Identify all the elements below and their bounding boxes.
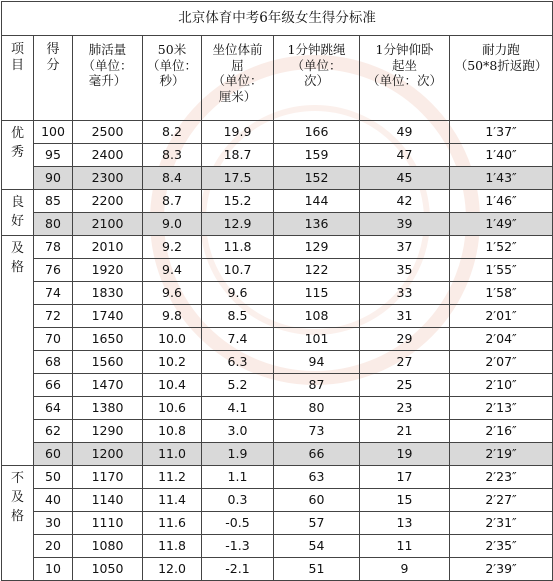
- table-row: [2, 121, 553, 144]
- cell-rope-skip: 51: [274, 558, 360, 581]
- cell-rope-skip: 115: [274, 282, 360, 305]
- cell-rope-skip: 166: [274, 121, 360, 144]
- cell-sit-reach: 15.2: [202, 190, 274, 213]
- cell-endurance-run: 1′55″: [450, 259, 553, 282]
- cell-sit-reach: -2.1: [202, 558, 274, 581]
- table-row: [2, 167, 553, 190]
- cell-50m: 11.8: [143, 535, 202, 558]
- cell-sit-reach: 18.7: [202, 144, 274, 167]
- cell-score: 60: [34, 443, 73, 466]
- table-row: [2, 397, 553, 420]
- cell-vital-capacity: 1200: [73, 443, 143, 466]
- cell-score: 66: [34, 374, 73, 397]
- cell-vital-capacity: 2200: [73, 190, 143, 213]
- cell-sit-reach: 0.3: [202, 489, 274, 512]
- cell-50m: 9.6: [143, 282, 202, 305]
- table-row: [2, 305, 553, 328]
- cell-vital-capacity: 1170: [73, 466, 143, 489]
- cell-endurance-run: 2′19″: [450, 443, 553, 466]
- cell-endurance-run: 2′27″: [450, 489, 553, 512]
- cell-score: 30: [34, 512, 73, 535]
- cell-situp: 15: [360, 489, 450, 512]
- cell-sit-reach: 5.2: [202, 374, 274, 397]
- cell-situp: 39: [360, 213, 450, 236]
- cell-score: 80: [34, 213, 73, 236]
- cell-50m: 8.2: [143, 121, 202, 144]
- cell-50m: 9.8: [143, 305, 202, 328]
- cell-vital-capacity: 1650: [73, 328, 143, 351]
- cell-situp: 11: [360, 535, 450, 558]
- cell-rope-skip: 60: [274, 489, 360, 512]
- cell-50m: 11.6: [143, 512, 202, 535]
- cell-situp: 13: [360, 512, 450, 535]
- table-row: [2, 259, 553, 282]
- cell-sit-reach: -1.3: [202, 535, 274, 558]
- cell-rope-skip: 108: [274, 305, 360, 328]
- cell-vital-capacity: 1080: [73, 535, 143, 558]
- cell-score: 10: [34, 558, 73, 581]
- table-row: [2, 351, 553, 374]
- level-label: 及 格: [2, 236, 34, 466]
- cell-sit-reach: 17.5: [202, 167, 274, 190]
- cell-sit-reach: 12.9: [202, 213, 274, 236]
- cell-rope-skip: 54: [274, 535, 360, 558]
- cell-rope-skip: 66: [274, 443, 360, 466]
- cell-vital-capacity: 1560: [73, 351, 143, 374]
- cell-50m: 12.0: [143, 558, 202, 581]
- cell-endurance-run: 2′07″: [450, 351, 553, 374]
- cell-endurance-run: 1′58″: [450, 282, 553, 305]
- cell-50m: 8.7: [143, 190, 202, 213]
- cell-vital-capacity: 2400: [73, 144, 143, 167]
- cell-vital-capacity: 1740: [73, 305, 143, 328]
- table-row: [2, 236, 553, 259]
- cell-situp: 37: [360, 236, 450, 259]
- cell-score: 40: [34, 489, 73, 512]
- cell-score: 70: [34, 328, 73, 351]
- header-situp: 1分钟仰卧 起坐 （单位：次）: [360, 36, 450, 121]
- cell-endurance-run: 1′40″: [450, 144, 553, 167]
- level-label: 不 及 格: [2, 466, 34, 581]
- cell-50m: 10.4: [143, 374, 202, 397]
- cell-rope-skip: 152: [274, 167, 360, 190]
- cell-endurance-run: 2′04″: [450, 328, 553, 351]
- cell-vital-capacity: 2010: [73, 236, 143, 259]
- cell-score: 64: [34, 397, 73, 420]
- cell-score: 72: [34, 305, 73, 328]
- cell-rope-skip: 159: [274, 144, 360, 167]
- cell-endurance-run: 2′01″: [450, 305, 553, 328]
- cell-situp: 21: [360, 420, 450, 443]
- cell-score: 85: [34, 190, 73, 213]
- cell-50m: 11.2: [143, 466, 202, 489]
- cell-rope-skip: 122: [274, 259, 360, 282]
- cell-endurance-run: 1′46″: [450, 190, 553, 213]
- cell-endurance-run: 2′39″: [450, 558, 553, 581]
- cell-situp: 49: [360, 121, 450, 144]
- table-row: [2, 282, 553, 305]
- cell-sit-reach: 4.1: [202, 397, 274, 420]
- cell-50m: 10.8: [143, 420, 202, 443]
- cell-situp: 35: [360, 259, 450, 282]
- cell-rope-skip: 57: [274, 512, 360, 535]
- table-row: [2, 144, 553, 167]
- cell-vital-capacity: 1110: [73, 512, 143, 535]
- cell-rope-skip: 80: [274, 397, 360, 420]
- cell-endurance-run: 1′43″: [450, 167, 553, 190]
- cell-endurance-run: 2′35″: [450, 535, 553, 558]
- cell-sit-reach: 19.9: [202, 121, 274, 144]
- cell-50m: 9.4: [143, 259, 202, 282]
- cell-endurance-run: 1′52″: [450, 236, 553, 259]
- cell-vital-capacity: 1830: [73, 282, 143, 305]
- cell-rope-skip: 101: [274, 328, 360, 351]
- cell-50m: 11.4: [143, 489, 202, 512]
- cell-sit-reach: 1.1: [202, 466, 274, 489]
- cell-50m: 8.3: [143, 144, 202, 167]
- cell-situp: 23: [360, 397, 450, 420]
- cell-score: 50: [34, 466, 73, 489]
- cell-score: 76: [34, 259, 73, 282]
- table-row: [2, 466, 553, 489]
- cell-50m: 8.4: [143, 167, 202, 190]
- cell-50m: 10.0: [143, 328, 202, 351]
- cell-situp: 27: [360, 351, 450, 374]
- table-row: [2, 443, 553, 466]
- cell-endurance-run: 1′49″: [450, 213, 553, 236]
- table-row: [2, 190, 553, 213]
- header-vital-capacity: 肺活量 （单位： 毫升）: [73, 36, 143, 121]
- cell-situp: 19: [360, 443, 450, 466]
- cell-score: 68: [34, 351, 73, 374]
- cell-endurance-run: 1′37″: [450, 121, 553, 144]
- cell-endurance-run: 2′23″: [450, 466, 553, 489]
- cell-rope-skip: 129: [274, 236, 360, 259]
- table-row: [2, 558, 553, 581]
- cell-sit-reach: 3.0: [202, 420, 274, 443]
- cell-situp: 17: [360, 466, 450, 489]
- cell-vital-capacity: 2100: [73, 213, 143, 236]
- cell-score: 20: [34, 535, 73, 558]
- cell-vital-capacity: 1290: [73, 420, 143, 443]
- cell-endurance-run: 2′13″: [450, 397, 553, 420]
- cell-score: 74: [34, 282, 73, 305]
- header-endurance-run: 耐力跑 （50*8折返跑）: [450, 36, 553, 121]
- cell-vital-capacity: 1470: [73, 374, 143, 397]
- table-row: [2, 420, 553, 443]
- table-row: [2, 328, 553, 351]
- cell-vital-capacity: 2500: [73, 121, 143, 144]
- cell-rope-skip: 87: [274, 374, 360, 397]
- cell-situp: 45: [360, 167, 450, 190]
- score-table: [1, 1, 553, 581]
- cell-rope-skip: 63: [274, 466, 360, 489]
- cell-50m: 11.0: [143, 443, 202, 466]
- cell-situp: 47: [360, 144, 450, 167]
- cell-situp: 9: [360, 558, 450, 581]
- cell-50m: 10.2: [143, 351, 202, 374]
- header-score: 得 分: [34, 36, 73, 121]
- cell-situp: 29: [360, 328, 450, 351]
- header-50m: 50米 （单位： 秒）: [143, 36, 202, 121]
- cell-endurance-run: 2′10″: [450, 374, 553, 397]
- cell-score: 62: [34, 420, 73, 443]
- level-label: 良 好: [2, 190, 34, 236]
- cell-vital-capacity: 2300: [73, 167, 143, 190]
- cell-sit-reach: 1.9: [202, 443, 274, 466]
- table-row: [2, 489, 553, 512]
- table-row: [2, 535, 553, 558]
- cell-score: 95: [34, 144, 73, 167]
- cell-sit-reach: -0.5: [202, 512, 274, 535]
- cell-sit-reach: 8.5: [202, 305, 274, 328]
- cell-sit-reach: 6.3: [202, 351, 274, 374]
- header-sit-reach: 坐位体前 屈 （单位： 厘米）: [202, 36, 274, 121]
- cell-score: 90: [34, 167, 73, 190]
- cell-situp: 31: [360, 305, 450, 328]
- cell-sit-reach: 9.6: [202, 282, 274, 305]
- header-item: 项 目: [2, 36, 34, 121]
- cell-rope-skip: 73: [274, 420, 360, 443]
- cell-vital-capacity: 1380: [73, 397, 143, 420]
- cell-endurance-run: 2′31″: [450, 512, 553, 535]
- table-row: [2, 374, 553, 397]
- cell-sit-reach: 11.8: [202, 236, 274, 259]
- cell-rope-skip: 94: [274, 351, 360, 374]
- cell-vital-capacity: 1140: [73, 489, 143, 512]
- table-title: 北京体育中考6年级女生得分标准: [2, 2, 553, 36]
- cell-situp: 33: [360, 282, 450, 305]
- cell-50m: 9.0: [143, 213, 202, 236]
- cell-50m: 9.2: [143, 236, 202, 259]
- level-label: 优 秀: [2, 121, 34, 190]
- cell-vital-capacity: 1050: [73, 558, 143, 581]
- cell-50m: 10.6: [143, 397, 202, 420]
- table-row: [2, 213, 553, 236]
- cell-score: 100: [34, 121, 73, 144]
- cell-rope-skip: 144: [274, 190, 360, 213]
- cell-sit-reach: 10.7: [202, 259, 274, 282]
- table-row: [2, 512, 553, 535]
- cell-endurance-run: 2′16″: [450, 420, 553, 443]
- cell-score: 78: [34, 236, 73, 259]
- cell-situp: 42: [360, 190, 450, 213]
- cell-situp: 25: [360, 374, 450, 397]
- cell-rope-skip: 136: [274, 213, 360, 236]
- cell-vital-capacity: 1920: [73, 259, 143, 282]
- cell-sit-reach: 7.4: [202, 328, 274, 351]
- header-rope-skip: 1分钟跳绳 （单位： 次）: [274, 36, 360, 121]
